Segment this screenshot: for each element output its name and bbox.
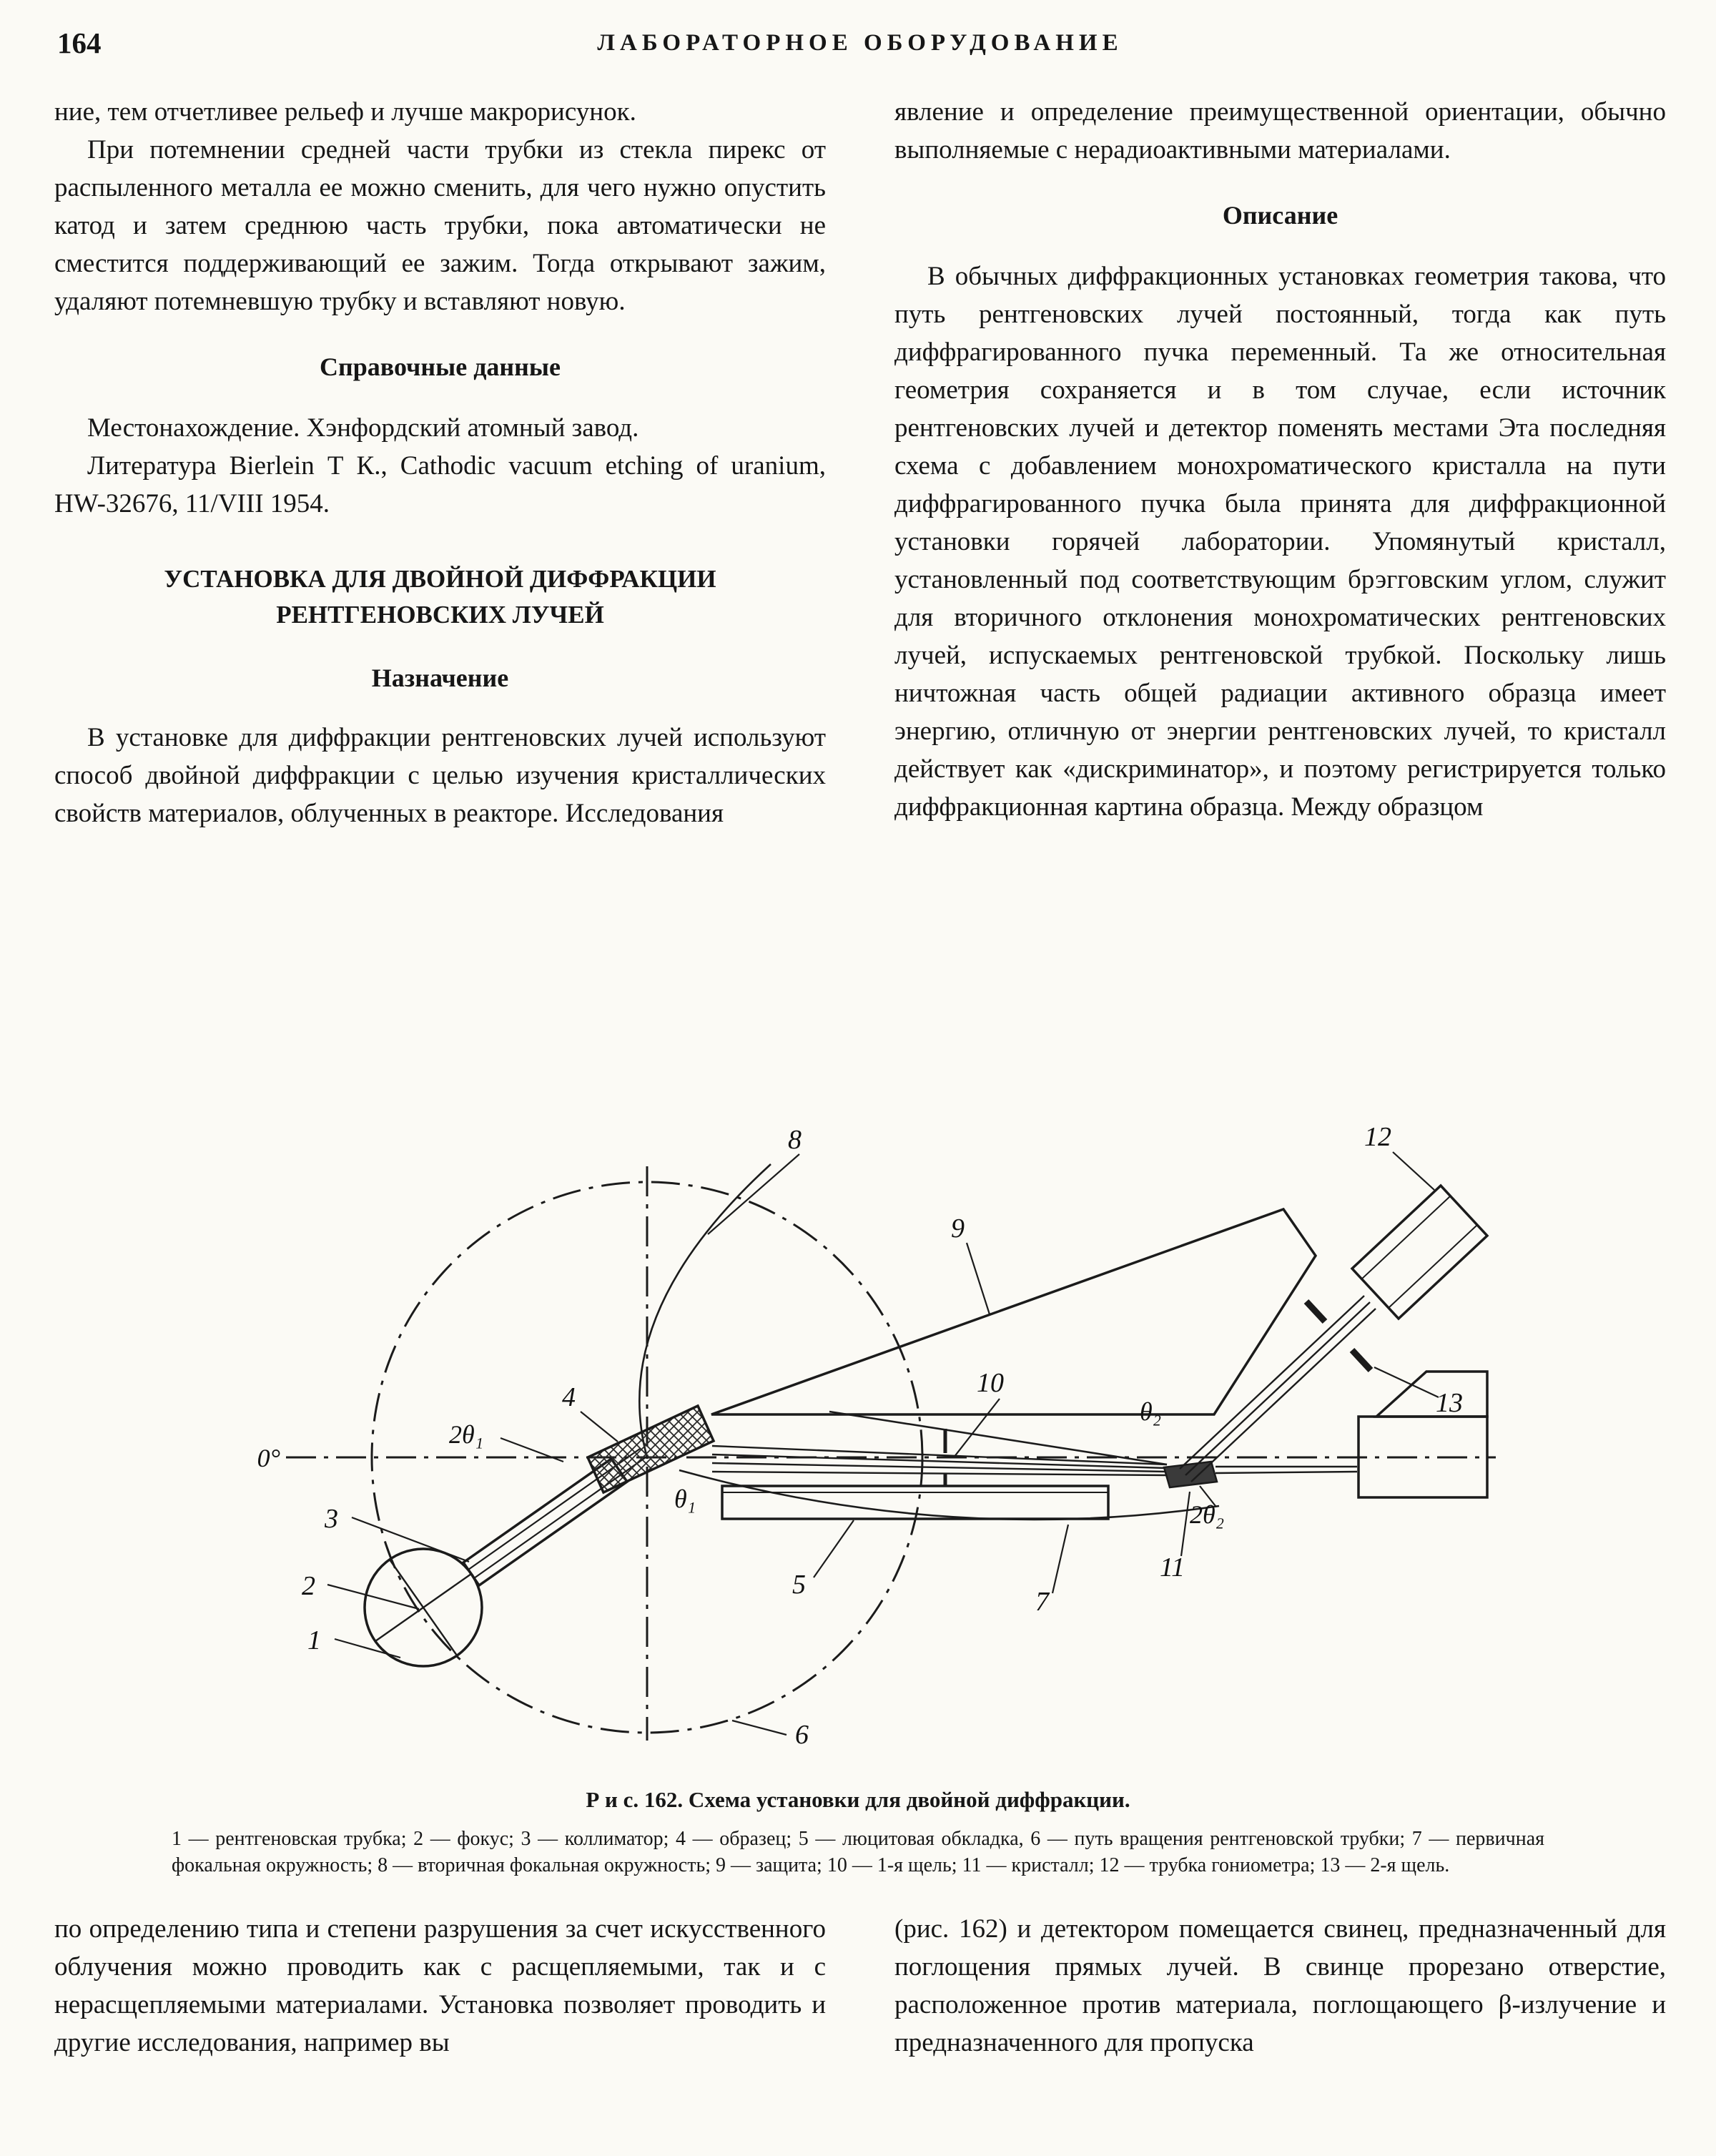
label-leader-lines [327,1152,1439,1735]
figure-label-5: 5 [792,1570,806,1600]
figure-label-8: 8 [788,1125,802,1155]
primary-beam-lines [712,1446,1357,1475]
figure-label-zero-degrees: 0° [257,1444,280,1472]
chapter-heading-line2: РЕНТГЕНОВСКИХ ЛУЧЕЙ [276,601,604,629]
paragraph: ние, тем отчетливее рельеф и лучше макрорисунок. [54,97,636,127]
figure-label-7: 7 [1035,1587,1049,1617]
figure-label-two-theta2: 2θ₂ [1190,1500,1225,1529]
bottom-text-columns [54,1910,1666,2062]
figure-caption-legend: 1 — рентгеновская трубка; 2 — фокус; 3 — коллиматор; 4 — образец; 5 — люцитовая обкладка, 6 — путь вращения рентгеновской трубки; 7 — первичная фокальная окружность; 8 — вторичная фокальная окружность; 9 — защита; 10 — 1-я щель; 11 — кристалл; 12 — трубка гониометра; 13 — 2-я щель. [172,1828,1544,1876]
figure-label-11: 11 [1160,1552,1185,1582]
bottom-left-column [54,1910,826,2062]
figure-label-12: 12 [1364,1122,1391,1152]
figure-label-9: 9 [951,1214,965,1244]
figure-diagram [0,1106,1716,1778]
figure-label-2: 2 [302,1571,315,1601]
figure-label-1: 1 [307,1625,321,1655]
paragraph: Литература Bierlein Т К., Cathodic vacuum etching of uranium, HW-32676, 11/VIII 1954. [54,451,826,518]
figure-label-theta2: θ₂ [1140,1397,1162,1426]
figure-label-theta1: θ₁ [674,1485,696,1513]
xray-tube-shape [365,1549,482,1666]
figure-label-two-theta1: 2θ₁ [449,1420,484,1449]
paragraph: В установке для диффракции рентгеновских лучей используют способ двойной диффракции с целью изучения кристаллических свойств материалов, облученных в реакторе. Исследования [54,723,826,828]
figure-label-6: 6 [795,1720,809,1750]
page-header [54,24,1666,67]
section-heading-purpose: Назначение [371,664,509,692]
diffracted-beam-lines [1180,1296,1376,1482]
figure-162 [0,1106,1716,1879]
bottom-right-column [894,1910,1666,2062]
paragraph: При потемнении средней части трубки из стекла пирекс от распыленного металла ее можно сменить, для чего нужно опустить катод и затем среднюю часть трубки, пока автоматически не сместится поддерживающий ее зажим. Тогда открывают зажим, удаляют потемневшую трубку и вставляют новую. [54,135,826,316]
paragraph: явление и определение преимущественной ориентации, обычно выполняемые с нерадиоактивными материалами. [894,97,1666,164]
chapter-heading-line1: УСТАНОВКА ДЛЯ ДВОЙНОЙ ДИФФРАКЦИИ [164,565,716,593]
figure-label-4: 4 [562,1382,576,1412]
running-title: ЛАБОРАТОРНОЕ ОБОРУДОВАНИЕ [597,30,1123,56]
section-heading-description: Описание [1222,201,1338,230]
paragraph: Местонахождение. Хэнфордский атомный завод. [87,413,639,443]
figure-label-13: 13 [1436,1388,1463,1418]
paragraph: по определению типа и степени разрушения за счет искусственного облучения можно проводить как с расщепляемыми, так и с нерасщепляемыми материалами. Установка позволяет проводить и другие исследования, например вы [54,1914,826,2057]
goniometer-tube-shape [1352,1186,1487,1319]
second-slit-shape [1306,1301,1371,1370]
sample-shape [588,1406,714,1492]
figure-label-3: 3 [325,1504,338,1534]
top-right-column [894,93,1666,1088]
top-text-columns [54,93,1666,1088]
paragraph: (рис. 162) и детектором помещается свинец, предназначенный для поглощения прямых лучей. В свинце прорезано отверстие, расположенное против материала, поглощающего β-излучение и предназначенного для пропуска [894,1914,1666,2057]
figure-caption-title: Р и с. 162. Схема установки для двойной диффракции. [586,1787,1130,1812]
page-number: 164 [57,26,102,59]
paragraph: В обычных диффракционных установках геометрия такова, что путь рентгеновских лучей постоянный, тогда как путь диффрагированного пучка переменный. Та же относительная геометрия сохраняется и в том случае, если источник рентгеновских лучей и детектор поменять местами Эта последняя схема с добавлением монохроматического кристалла на пути диффрагированного пучка была принята для диффракционной установки горячей лаборатории. Упомянутый кристалл, установленный под соответствующим брэгговским углом, служит для вторичного отклонения монохроматических рентгеновских лучей, испускаемых рентгеновской трубкой. Поскольку лишь ничтожная часть общей радиации активного образца имеет энергию, отличную от энергии рентгеновских лучей, то кристалл действует как «дискриминатор», и поэтому регистрируется только диффракционная картина образца. Между образцом [894,262,1666,822]
top-left-column [54,93,826,1088]
section-heading-reference-data: Справочные данные [320,353,561,381]
figure-label-10: 10 [977,1368,1004,1398]
